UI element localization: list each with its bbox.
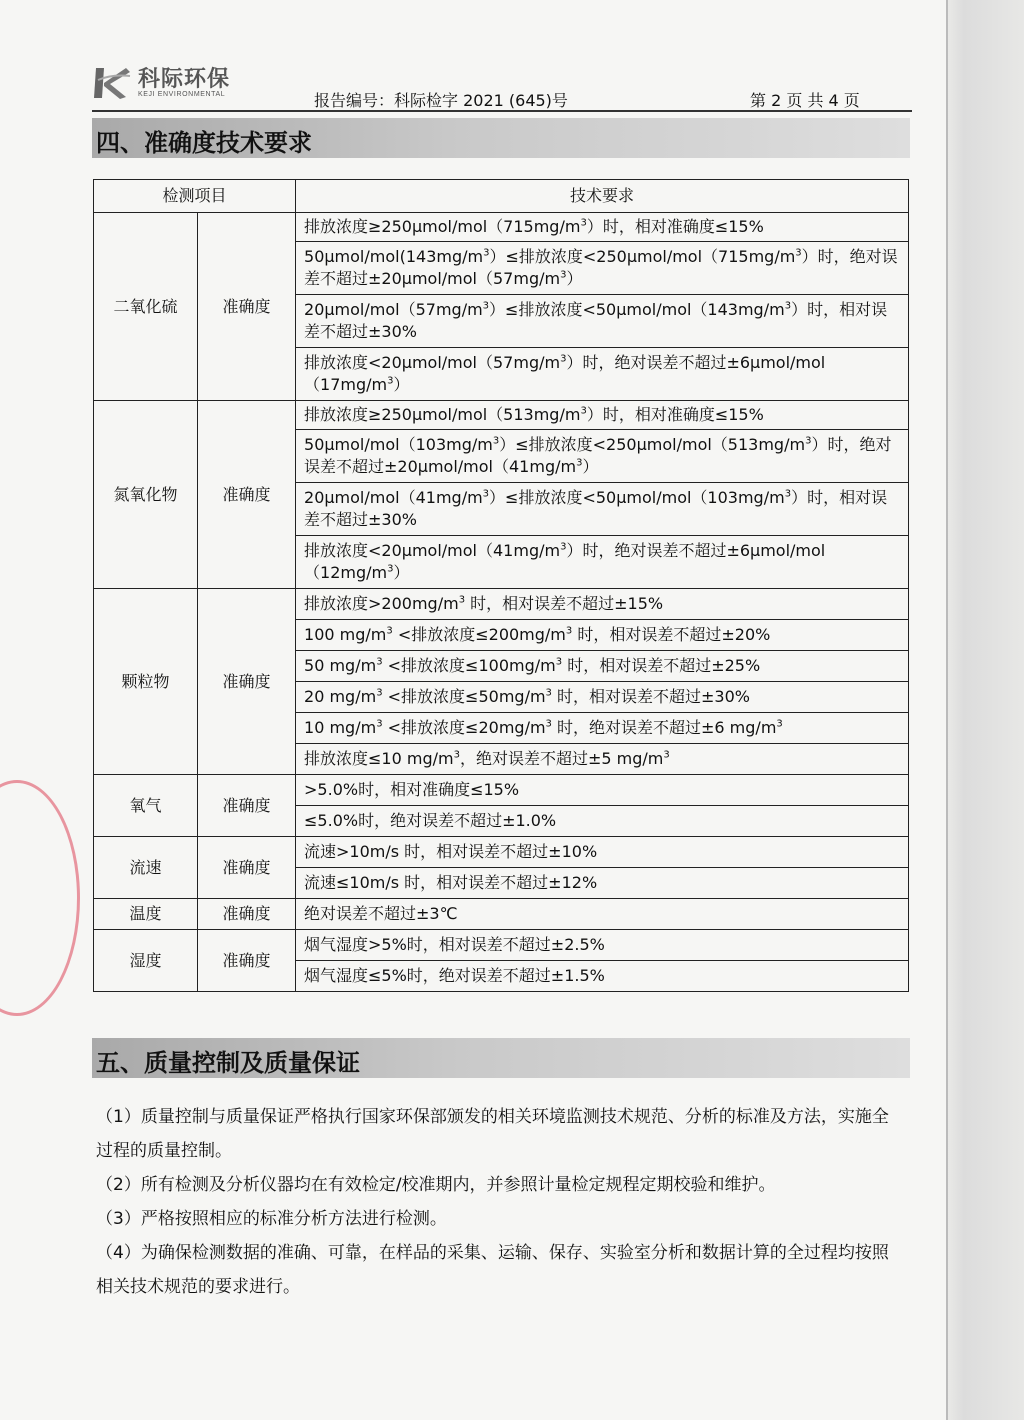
table-row xyxy=(94,401,909,430)
requirement-cell: 排放浓度$\ge 250\mu mol/mol(715mg/m^3)$时，相对准确度≤15% xyxy=(296,213,909,242)
adjacent-page-edge xyxy=(946,0,1024,1420)
table-header-row xyxy=(94,180,909,213)
test-item-cell: 流速 xyxy=(94,837,198,899)
requirement-cell: 排放浓度$<20\mu mol/mol(41mg/m^3)$时，绝对误差不超过$\pm 6\mu mol/mol(12mg/m^3)$ xyxy=(296,536,909,589)
logo-english-name: KEJI ENVIRONMENTAL xyxy=(138,90,226,98)
company-logo xyxy=(92,66,230,100)
qc-paragraph: （4）为确保检测数据的准确、可靠，在样品的采集、运输、保存、实验室分析和数据计算的全过程均按照相关技术规范的要求进行。 xyxy=(96,1243,889,1297)
qc-paragraph: （3）严格按照相应的标准分析方法进行检测。 xyxy=(96,1209,447,1229)
requirement-cell: 100 $mg/m^3$ <排放浓度$\le 200mg/m^3$ 时，相对误差不超过±20% xyxy=(296,620,909,651)
accuracy-type-cell: 准确度 xyxy=(198,213,296,401)
requirement-cell: 烟气湿度>5%时，相对误差不超过±2.5% xyxy=(296,930,909,961)
table-row xyxy=(94,899,909,930)
table-row xyxy=(94,213,909,242)
requirement-cell: 排放浓度$>200mg/m^3$ 时，相对误差不超过±15% xyxy=(296,589,909,620)
page-number: 第 2 页 共 4 页 xyxy=(750,91,860,110)
logo-k-icon xyxy=(92,66,132,100)
requirement-cell: $50\mu mol/mol(143mg/m^3)\le$排放浓度$<250\mu mol/mol(715mg/m^3)$时，绝对误差不超过$\pm 20\mu mol/mol(57mg/m^3)$ xyxy=(296,242,909,295)
test-item-cell: 湿度 xyxy=(94,930,198,992)
accuracy-requirements-table xyxy=(93,179,909,992)
table-row xyxy=(94,589,909,620)
section-4-heading xyxy=(92,118,910,158)
logo-chinese-name: 科际环保 xyxy=(138,66,231,92)
red-seal-stamp xyxy=(0,780,80,1016)
requirement-cell: 20 $mg/m^3$ <排放浓度$\le 50mg/m^3$ 时，相对误差不超过±30% xyxy=(296,682,909,713)
accuracy-type-cell: 准确度 xyxy=(198,775,296,837)
requirement-cell: ≤5.0%时，绝对误差不超过±1.0% xyxy=(296,806,909,837)
accuracy-type-cell: 准确度 xyxy=(198,589,296,775)
requirement-cell: 排放浓度$<20\mu mol/mol(57mg/m^3)$时，绝对误差不超过$\pm 6\mu mol/mol(17mg/m^3)$ xyxy=(296,348,909,401)
accuracy-type-cell: 准确度 xyxy=(198,899,296,930)
qc-paragraph: （1）质量控制与质量保证严格执行国家环保部颁发的相关环境监测技术规范、分析的标准及方法，实施全过程的质量控制。 xyxy=(96,1107,889,1161)
table-row xyxy=(94,775,909,806)
requirement-cell: $20\mu mol/mol(57mg/m^3)\le$排放浓度$<50\mu mol/mol(143mg/m^3)$时，相对误差不超过±30% xyxy=(296,295,909,348)
test-item-cell: 二氧化硫 xyxy=(94,213,198,401)
table-row xyxy=(94,930,909,961)
test-item-cell: 氮氧化物 xyxy=(94,401,198,589)
quality-control-text xyxy=(96,1100,902,1304)
report-number: 报告编号：科际检字 2021 (645)号 xyxy=(314,91,568,110)
requirement-cell: 10 $mg/m^3$ <排放浓度$\le 20mg/m^3$ 时，绝对误差不超过±6 $mg/m^3$ xyxy=(296,713,909,744)
requirement-cell: $50\mu mol/mol(103mg/m^3)\le$排放浓度$<250\mu mol/mol(513mg/m^3)$时，绝对误差不超过$\pm 20\mu mol/mol(41mg/m^3)$ xyxy=(296,430,909,483)
requirement-cell: 排放浓度≤10 $mg/m^3$，绝对误差不超过±5 $mg/m^3$ xyxy=(296,744,909,775)
accuracy-type-cell: 准确度 xyxy=(198,930,296,992)
header-divider xyxy=(92,110,912,112)
requirement-cell: >5.0%时，相对准确度≤15% xyxy=(296,775,909,806)
accuracy-type-cell: 准确度 xyxy=(198,837,296,899)
requirement-cell: 50 $mg/m^3$ <排放浓度$\le 100mg/m^3$ 时，相对误差不超过±25% xyxy=(296,651,909,682)
requirement-cell: $20\mu mol/mol(41mg/m^3)\le$排放浓度$<50\mu mol/mol(103mg/m^3)$时，相对误差不超过±30% xyxy=(296,483,909,536)
qc-paragraph: （2）所有检测及分析仪器均在有效检定/校准期内，并参照计量检定规程定期校验和维护。 xyxy=(96,1175,776,1195)
table-row xyxy=(94,837,909,868)
requirement-cell: 流速≤10m/s 时，相对误差不超过±12% xyxy=(296,868,909,899)
page-header xyxy=(92,62,912,112)
requirement-cell: 绝对误差不超过±3℃ xyxy=(296,899,909,930)
accuracy-type-cell: 准确度 xyxy=(198,401,296,589)
column-header-item: 检测项目 xyxy=(94,180,296,213)
section-5-heading xyxy=(92,1038,910,1078)
requirement-cell: 排放浓度$\ge 250\mu mol/mol(513mg/m^3)$时，相对准确度≤15% xyxy=(296,401,909,430)
test-item-cell: 氧气 xyxy=(94,775,198,837)
column-header-requirement: 技术要求 xyxy=(296,180,909,213)
test-item-cell: 颗粒物 xyxy=(94,589,198,775)
test-item-cell: 温度 xyxy=(94,899,198,930)
section-5-title: 五、质量控制及质量保证 xyxy=(96,1049,360,1077)
requirement-cell: 流速>10m/s 时，相对误差不超过±10% xyxy=(296,837,909,868)
section-4-title: 四、准确度技术要求 xyxy=(96,129,312,157)
requirement-cell: 烟气湿度≤5%时，绝对误差不超过±1.5% xyxy=(296,961,909,992)
